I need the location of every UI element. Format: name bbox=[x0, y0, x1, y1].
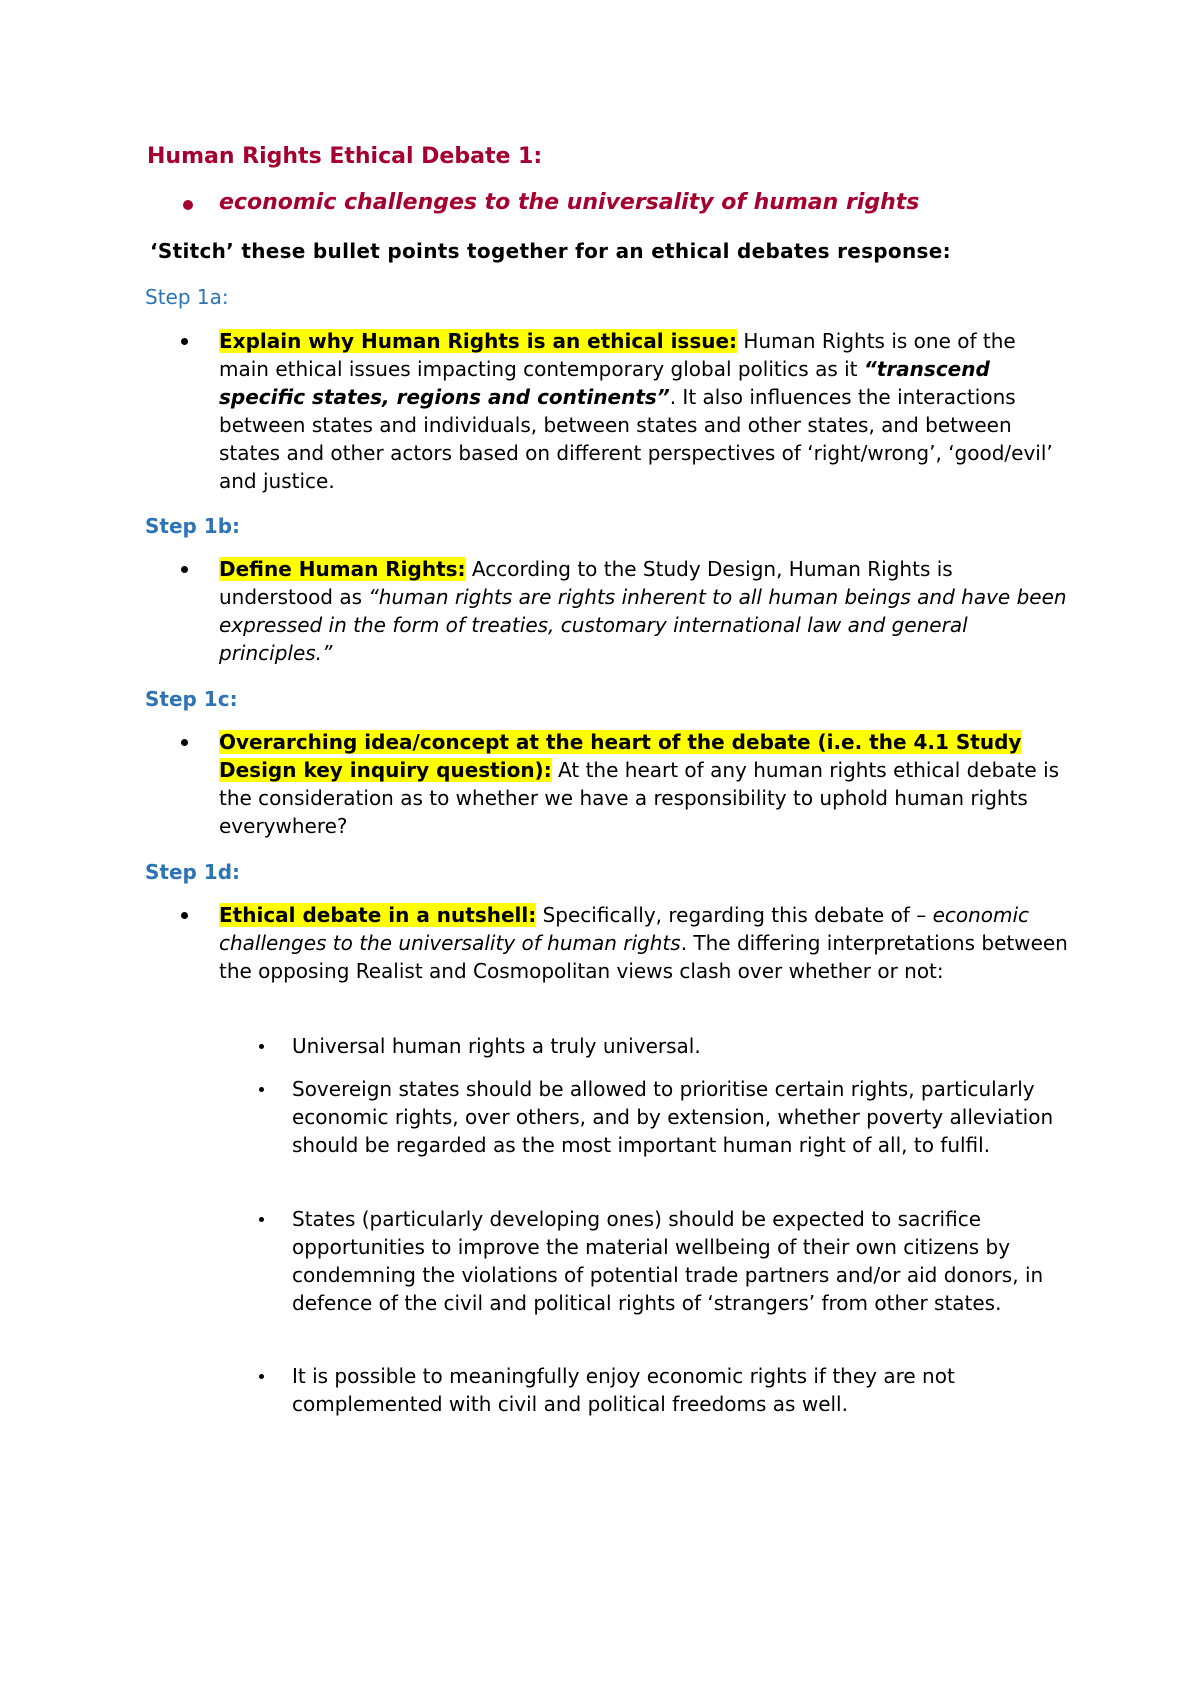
step-1d-quote: economic challenges to the universality of human rights bbox=[219, 903, 1030, 955]
step-1b-content bbox=[219, 555, 1069, 667]
step-1a-text-continued: . It also influences the interactions between states and individuals, between states and other states, and between states and other actors based on different perspectives of ‘right/wrong’, ‘good/evil’ and justice. bbox=[219, 385, 1053, 493]
subtitle: economic challenges to the universality of human rights bbox=[219, 190, 920, 215]
step-1b-text: According to the Study Design, Human Rights is understood as bbox=[219, 557, 953, 609]
step-1c-content bbox=[219, 728, 1069, 840]
bullet-icon bbox=[259, 1374, 264, 1379]
sub-list-item-text: Sovereign states should be allowed to prioritise certain rights, particularly economic rights, over others, and by extension, whether poverty alleviation should be regarded as the most important human right of all, to fulfil. bbox=[292, 1077, 1054, 1157]
sub-list-item-text: States (particularly developing ones) should be expected to sacrifice opportunities to improve the material wellbeing of their own citizens by condemning the violations of potential trade partners and/or aid donors, in defence of the civil and political rights of ‘strangers’ from other states. bbox=[292, 1207, 1044, 1315]
instruction-text: ‘Stitch’ these bullet points together for an ethical debates response: bbox=[150, 239, 951, 263]
step-1a-text: Human Rights is one of the main ethical issues impacting contemporary global politics as it bbox=[219, 329, 1016, 381]
bullet-icon bbox=[259, 1044, 264, 1049]
step-1b-quote: “human rights are rights inherent to all human beings and have been expressed in the form of treaties, customary international law and general principles.” bbox=[219, 585, 1067, 665]
sub-list-item-text: Universal human rights a truly universal. bbox=[292, 1034, 701, 1058]
bullet-icon bbox=[259, 1217, 264, 1222]
step-1b-label: Step 1b: bbox=[145, 514, 241, 538]
sub-list-item bbox=[292, 1362, 1082, 1418]
step-1d-label: Step 1d: bbox=[145, 860, 241, 884]
step-1c-text: At the heart of any human rights ethical debate is the consideration as to whether we have a responsibility to uphold human rights everywhere? bbox=[219, 758, 1060, 838]
step-1a-quote: “transcend specific states, regions and continents” bbox=[219, 357, 990, 409]
bullet-icon bbox=[259, 1087, 264, 1092]
step-1a-content bbox=[219, 327, 1069, 495]
step-1c-label: Step 1c: bbox=[145, 687, 238, 711]
bullet-icon bbox=[181, 739, 188, 746]
step-1d-content bbox=[219, 901, 1069, 985]
sub-list-item-text: It is possible to meaningfully enjoy economic rights if they are not complemented with civil and political freedoms as well. bbox=[292, 1364, 955, 1416]
bullet-icon bbox=[183, 200, 193, 210]
bullet-icon bbox=[181, 912, 188, 919]
step-1c-highlight: Overarching idea/concept at the heart of the debate (i.e. the 4.1 Study Design key inquiry question): bbox=[219, 730, 1022, 782]
sub-list-item bbox=[292, 1205, 1082, 1317]
page-title: Human Rights Ethical Debate 1: bbox=[147, 144, 543, 169]
sub-list-item bbox=[292, 1032, 1082, 1060]
sub-list-item bbox=[292, 1075, 1082, 1159]
step-1d-highlight: Ethical debate in a nutshell: bbox=[219, 903, 537, 927]
step-1b-highlight: Define Human Rights: bbox=[219, 557, 466, 581]
step-1d-text-continued: . The differing interpretations between the opposing Realist and Cosmopolitan views clash over whether or not: bbox=[219, 931, 1068, 983]
step-1d-text: Specifically, regarding this debate of – bbox=[536, 903, 933, 927]
bullet-icon bbox=[181, 338, 188, 345]
step-1a-highlight: Explain why Human Rights is an ethical issue: bbox=[219, 329, 738, 353]
step-1a-label: Step 1a: bbox=[145, 285, 229, 309]
bullet-icon bbox=[181, 566, 188, 573]
